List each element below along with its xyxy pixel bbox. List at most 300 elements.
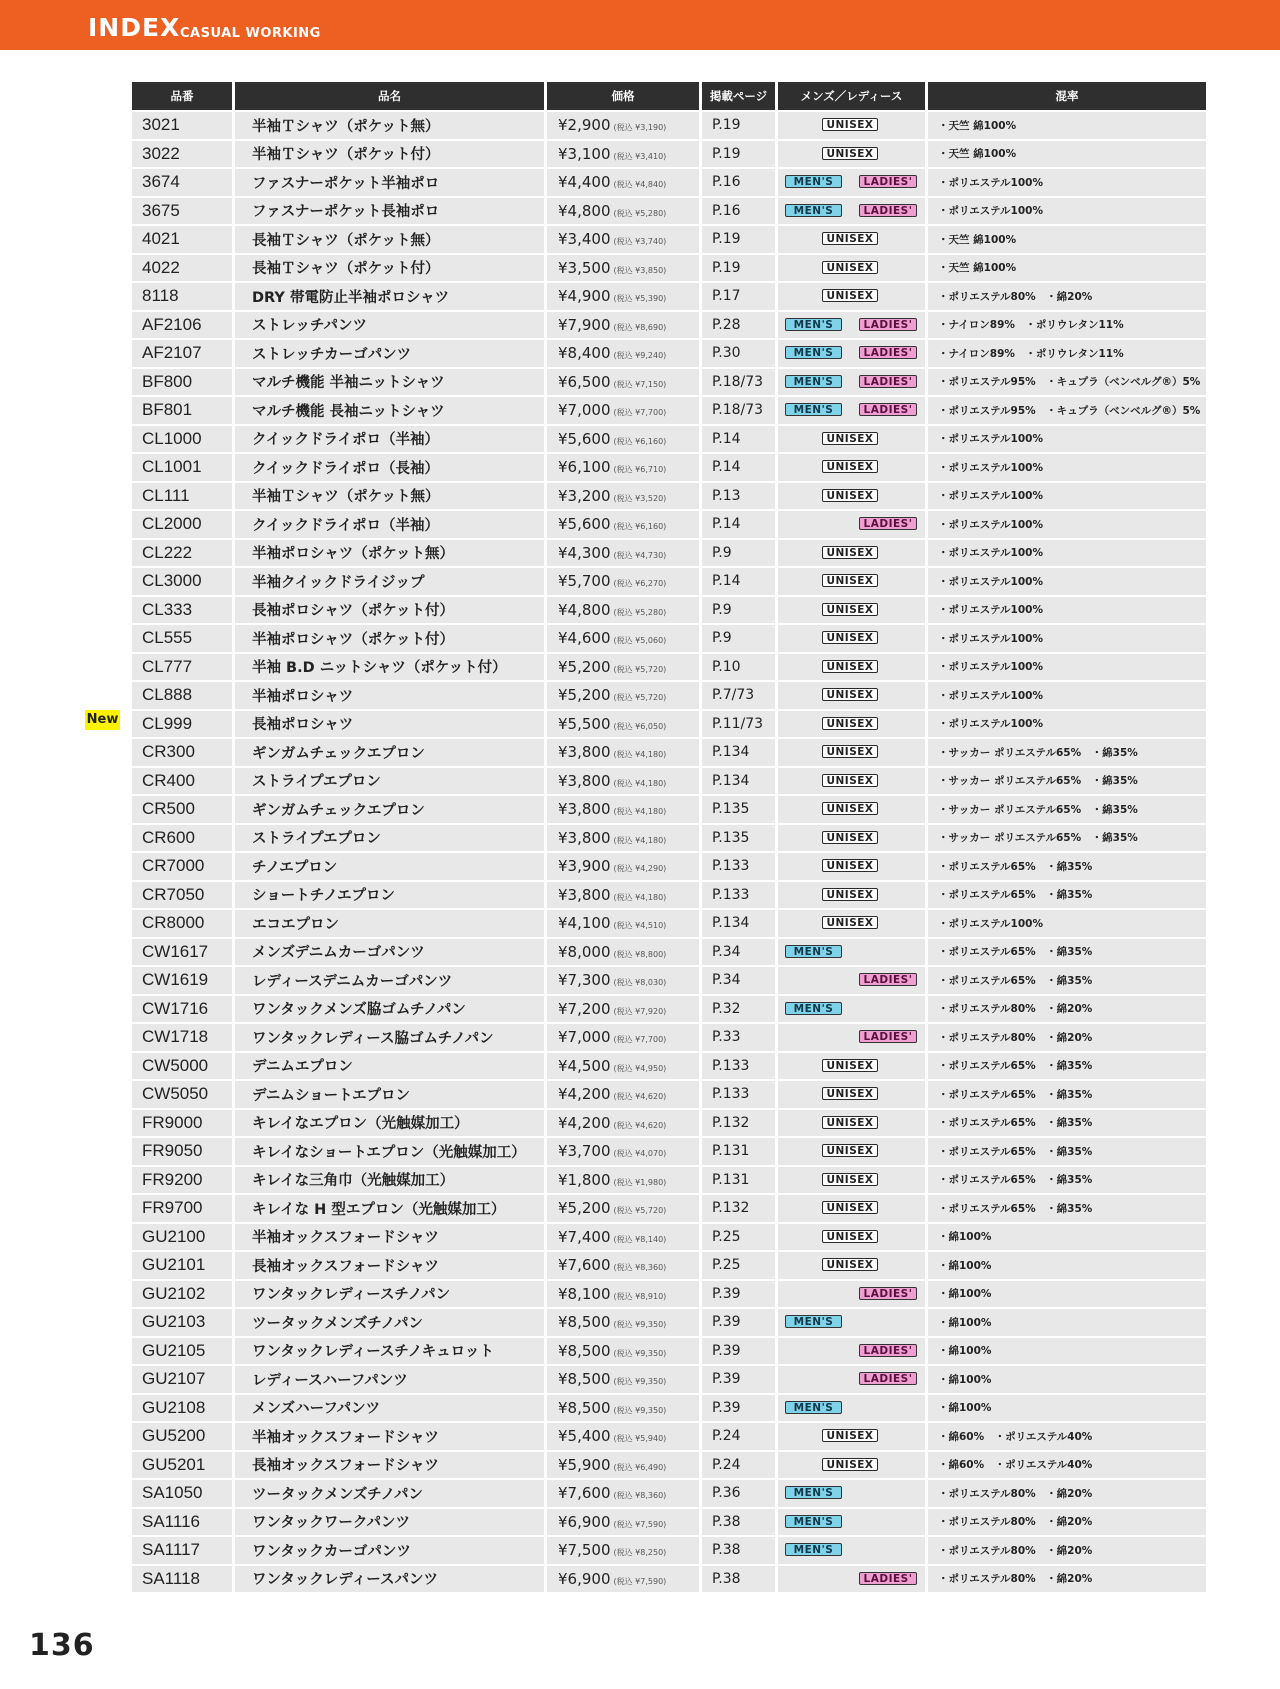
table-row xyxy=(132,825,1206,852)
price-value: ¥8,400 xyxy=(558,344,611,363)
product-name: ストライプエプロン xyxy=(235,768,544,795)
unisex-badge: UNISEX xyxy=(822,289,878,302)
unisex-badge: UNISEX xyxy=(822,147,878,160)
price-with-tax: (税込 ¥5,940) xyxy=(613,1434,667,1444)
product-name: 長袖オックスフォードシャツ xyxy=(235,1252,544,1279)
price-value: ¥5,200 xyxy=(558,657,611,676)
table-row xyxy=(132,1480,1206,1507)
product-code: CW1716 xyxy=(132,996,232,1023)
table-row xyxy=(132,340,1206,367)
product-code: GU5201 xyxy=(132,1452,232,1479)
price-value: ¥6,100 xyxy=(558,458,611,477)
material-blend: ・ポリエステル65% ・綿35% xyxy=(928,882,1206,909)
gender-cell xyxy=(778,454,925,481)
catalog-page: P.36 xyxy=(702,1480,775,1507)
table-row xyxy=(132,1423,1206,1450)
material-blend: ・天竺 綿100% xyxy=(928,255,1206,282)
product-code: CL1000 xyxy=(132,426,232,453)
product-code: CL888 xyxy=(132,682,232,709)
gender-cell xyxy=(778,1110,925,1137)
price-with-tax: (税込 ¥6,710) xyxy=(613,465,667,475)
index-table xyxy=(129,80,1209,1594)
product-name: 半袖Ｔシャツ（ポケット付） xyxy=(235,141,544,168)
price-with-tax: (税込 ¥8,030) xyxy=(613,978,667,988)
material-blend: ・ポリエステル80% ・綿20% xyxy=(928,1480,1206,1507)
catalog-page: P.39 xyxy=(702,1338,775,1365)
product-code: CR8000 xyxy=(132,910,232,937)
catalog-page: P.18/73 xyxy=(702,397,775,424)
product-name: 半袖Ｔシャツ（ポケット無） xyxy=(235,483,544,510)
material-blend: ・ポリエステル100% xyxy=(928,625,1206,652)
mens-badge: MEN'S xyxy=(785,204,842,217)
material-blend: ・綿100% xyxy=(928,1338,1206,1365)
catalog-page: P.19 xyxy=(702,112,775,139)
material-blend: ・綿60% ・ポリエステル40% xyxy=(928,1423,1206,1450)
product-code: GU2107 xyxy=(132,1366,232,1393)
gender-cell xyxy=(778,796,925,823)
gender-cell xyxy=(778,112,925,139)
price-with-tax: (税込 ¥4,180) xyxy=(613,778,667,788)
table-row xyxy=(132,1281,1206,1308)
material-blend: ・天竺 綿100% xyxy=(928,112,1206,139)
gender-cell xyxy=(778,169,925,196)
ladies-badge: LADIES' xyxy=(859,318,917,331)
table-row xyxy=(132,654,1206,681)
material-blend: ・ポリエステル65% ・綿35% xyxy=(928,1053,1206,1080)
gender-cell xyxy=(778,768,925,795)
price-with-tax: (税込 ¥7,150) xyxy=(613,379,667,389)
price-with-tax: (税込 ¥5,280) xyxy=(613,208,667,218)
product-name: 半袖ポロシャツ（ポケット無） xyxy=(235,540,544,567)
catalog-page: P.14 xyxy=(702,568,775,595)
table-row xyxy=(132,796,1206,823)
product-code: CL333 xyxy=(132,597,232,624)
unisex-badge: UNISEX xyxy=(822,574,878,587)
product-name: 長袖Ｔシャツ（ポケット無） xyxy=(235,226,544,253)
table-row xyxy=(132,1395,1206,1422)
material-blend: ・ポリエステル100% xyxy=(928,711,1206,738)
price-with-tax: (税込 ¥5,060) xyxy=(613,636,667,646)
mens-badge: MEN'S xyxy=(785,346,842,359)
mens-badge: MEN'S xyxy=(785,1515,842,1528)
price-value: ¥3,200 xyxy=(558,486,611,505)
catalog-page: P.18/73 xyxy=(702,369,775,396)
material-blend: ・サッカー ポリエステル65% ・綿35% xyxy=(928,768,1206,795)
product-name: 半袖クイックドライジップ xyxy=(235,568,544,595)
material-blend: ・ポリエステル65% ・綿35% xyxy=(928,1167,1206,1194)
unisex-badge: UNISEX xyxy=(822,1059,878,1072)
price-with-tax: (税込 ¥9,350) xyxy=(613,1377,667,1387)
unisex-badge: UNISEX xyxy=(822,802,878,815)
product-name: メンズハーフパンツ xyxy=(235,1395,544,1422)
gender-cell xyxy=(778,739,925,766)
price-value: ¥8,100 xyxy=(558,1284,611,1303)
product-code: CL111 xyxy=(132,483,232,510)
ladies-badge: LADIES' xyxy=(859,973,917,986)
price-value: ¥6,500 xyxy=(558,372,611,391)
product-price xyxy=(547,1309,699,1336)
product-code: SA1116 xyxy=(132,1509,232,1536)
gender-cell xyxy=(778,853,925,880)
material-blend: ・ポリエステル100% xyxy=(928,198,1206,225)
material-blend: ・ポリエステル100% xyxy=(928,654,1206,681)
product-name: ツータックメンズチノパン xyxy=(235,1480,544,1507)
catalog-page: P.25 xyxy=(702,1252,775,1279)
unisex-badge: UNISEX xyxy=(822,118,878,131)
product-code: GU2101 xyxy=(132,1252,232,1279)
gender-cell xyxy=(778,1281,925,1308)
price-value: ¥5,700 xyxy=(558,572,611,591)
product-code: CL777 xyxy=(132,654,232,681)
price-with-tax: (税込 ¥5,720) xyxy=(613,693,667,703)
unisex-badge: UNISEX xyxy=(822,261,878,274)
material-blend: ・ポリエステル100% xyxy=(928,483,1206,510)
table-row xyxy=(132,540,1206,567)
price-value: ¥6,900 xyxy=(558,1569,611,1588)
product-name: ストライプエプロン xyxy=(235,825,544,852)
price-with-tax: (税込 ¥6,270) xyxy=(613,579,667,589)
material-blend: ・ポリエステル80% ・綿20% xyxy=(928,1537,1206,1564)
ladies-badge: LADIES' xyxy=(859,1287,917,1300)
price-value: ¥5,500 xyxy=(558,714,611,733)
gender-cell xyxy=(778,1366,925,1393)
material-blend: ・ポリエステル100% xyxy=(928,454,1206,481)
catalog-page: P.30 xyxy=(702,340,775,367)
product-name: 半袖ポロシャツ（ポケット付） xyxy=(235,625,544,652)
table-row xyxy=(132,1224,1206,1251)
material-blend: ・天竺 綿100% xyxy=(928,226,1206,253)
product-code: CR400 xyxy=(132,768,232,795)
catalog-page: P.28 xyxy=(702,312,775,339)
gender-cell xyxy=(778,397,925,424)
ladies-badge: LADIES' xyxy=(859,375,917,388)
product-code: 3674 xyxy=(132,169,232,196)
table-row xyxy=(132,483,1206,510)
material-blend: ・ポリエステル80% ・綿20% xyxy=(928,996,1206,1023)
ladies-badge: LADIES' xyxy=(859,1344,917,1357)
table-row xyxy=(132,312,1206,339)
table-row xyxy=(132,711,1206,738)
col-header-code: 品番 xyxy=(132,82,232,110)
gender-cell xyxy=(778,369,925,396)
product-price xyxy=(547,625,699,652)
gender-cell xyxy=(778,910,925,937)
gender-cell xyxy=(778,1224,925,1251)
gender-cell xyxy=(778,1195,925,1222)
material-blend: ・ポリエステル65% ・綿35% xyxy=(928,853,1206,880)
price-value: ¥2,900 xyxy=(558,116,611,135)
product-code: CR500 xyxy=(132,796,232,823)
table-row xyxy=(132,967,1206,994)
table-row xyxy=(132,1509,1206,1536)
gender-cell xyxy=(778,1566,925,1593)
product-code: 8118 xyxy=(132,283,232,310)
product-name: 長袖Ｔシャツ（ポケット付） xyxy=(235,255,544,282)
price-value: ¥4,100 xyxy=(558,914,611,933)
product-price xyxy=(547,255,699,282)
price-value: ¥7,400 xyxy=(558,1227,611,1246)
price-with-tax: (税込 ¥4,180) xyxy=(613,807,667,817)
product-price xyxy=(547,1338,699,1365)
gender-cell xyxy=(778,967,925,994)
catalog-page: P.39 xyxy=(702,1281,775,1308)
product-name: キレイな三角巾（光触媒加工） xyxy=(235,1167,544,1194)
gender-cell xyxy=(778,1480,925,1507)
price-value: ¥8,500 xyxy=(558,1313,611,1332)
price-value: ¥5,600 xyxy=(558,515,611,534)
gender-cell xyxy=(778,996,925,1023)
price-value: ¥7,000 xyxy=(558,401,611,420)
price-value: ¥7,000 xyxy=(558,1028,611,1047)
product-price xyxy=(547,711,699,738)
product-name: ギンガムチェックエプロン xyxy=(235,739,544,766)
product-code: CL999 xyxy=(132,711,232,738)
gender-cell xyxy=(778,1024,925,1051)
catalog-page: P.9 xyxy=(702,625,775,652)
table-row xyxy=(132,1366,1206,1393)
gender-cell xyxy=(778,568,925,595)
product-name: 半袖ポロシャツ xyxy=(235,682,544,709)
table-row xyxy=(132,1252,1206,1279)
price-with-tax: (税込 ¥8,140) xyxy=(613,1234,667,1244)
price-with-tax: (税込 ¥8,360) xyxy=(613,1263,667,1273)
unisex-badge: UNISEX xyxy=(822,916,878,929)
header-subtitle: CASUAL WORKING xyxy=(180,26,321,41)
gender-cell xyxy=(778,1338,925,1365)
gender-cell xyxy=(778,1167,925,1194)
product-price xyxy=(547,1566,699,1593)
unisex-badge: UNISEX xyxy=(822,1230,878,1243)
col-header-gender: メンズ／レディース xyxy=(778,82,925,110)
product-code: 4022 xyxy=(132,255,232,282)
catalog-page: P.10 xyxy=(702,654,775,681)
gender-cell xyxy=(778,882,925,909)
price-value: ¥7,300 xyxy=(558,971,611,990)
product-code: SA1118 xyxy=(132,1566,232,1593)
product-name: デニムショートエプロン xyxy=(235,1081,544,1108)
product-price xyxy=(547,312,699,339)
gender-cell xyxy=(778,682,925,709)
product-price xyxy=(547,967,699,994)
product-code: SA1117 xyxy=(132,1537,232,1564)
product-code: AF2107 xyxy=(132,340,232,367)
product-name: キレイな H 型エプロン（光触媒加工） xyxy=(235,1195,544,1222)
product-name: 半袖Ｔシャツ（ポケット無） xyxy=(235,112,544,139)
gender-cell xyxy=(778,825,925,852)
price-value: ¥4,600 xyxy=(558,629,611,648)
product-price xyxy=(547,1081,699,1108)
price-value: ¥4,900 xyxy=(558,287,611,306)
table-row xyxy=(132,198,1206,225)
page-number: 136 xyxy=(29,1628,95,1663)
material-blend: ・ポリエステル100% xyxy=(928,682,1206,709)
header-bar xyxy=(0,0,1280,50)
material-blend: ・ポリエステル100% xyxy=(928,568,1206,595)
product-code: AF2106 xyxy=(132,312,232,339)
catalog-page: P.9 xyxy=(702,540,775,567)
table-row xyxy=(132,454,1206,481)
product-name: 長袖ポロシャツ xyxy=(235,711,544,738)
product-price xyxy=(547,1110,699,1137)
gender-cell xyxy=(778,1053,925,1080)
catalog-page: P.19 xyxy=(702,141,775,168)
product-price xyxy=(547,426,699,453)
price-with-tax: (税込 ¥4,840) xyxy=(613,180,667,190)
price-with-tax: (税込 ¥4,290) xyxy=(613,864,667,874)
catalog-page: P.133 xyxy=(702,882,775,909)
unisex-badge: UNISEX xyxy=(822,546,878,559)
price-value: ¥7,500 xyxy=(558,1541,611,1560)
product-price xyxy=(547,882,699,909)
material-blend: ・ポリエステル100% xyxy=(928,910,1206,937)
product-name: レディースデニムカーゴパンツ xyxy=(235,967,544,994)
ladies-badge: LADIES' xyxy=(859,1030,917,1043)
catalog-page: P.134 xyxy=(702,768,775,795)
col-header-material: 混率 xyxy=(928,82,1206,110)
product-code: CR600 xyxy=(132,825,232,852)
price-with-tax: (税込 ¥6,160) xyxy=(613,522,667,532)
price-value: ¥3,800 xyxy=(558,800,611,819)
product-name: 半袖オックスフォードシャツ xyxy=(235,1423,544,1450)
gender-cell xyxy=(778,1081,925,1108)
table-row xyxy=(132,1167,1206,1194)
table-row xyxy=(132,1081,1206,1108)
product-name: ストレッチパンツ xyxy=(235,312,544,339)
material-blend: ・ポリエステル80% ・綿20% xyxy=(928,1566,1206,1593)
price-value: ¥4,400 xyxy=(558,173,611,192)
gender-cell xyxy=(778,426,925,453)
price-with-tax: (税込 ¥9,240) xyxy=(613,351,667,361)
product-name: ショートチノエプロン xyxy=(235,882,544,909)
material-blend: ・綿60% ・ポリエステル40% xyxy=(928,1452,1206,1479)
gender-cell xyxy=(778,1395,925,1422)
product-code: GU2108 xyxy=(132,1395,232,1422)
product-code: CW1619 xyxy=(132,967,232,994)
price-value: ¥3,800 xyxy=(558,828,611,847)
price-value: ¥3,800 xyxy=(558,771,611,790)
catalog-page: P.34 xyxy=(702,939,775,966)
product-price xyxy=(547,198,699,225)
catalog-page: P.38 xyxy=(702,1509,775,1536)
catalog-page: P.134 xyxy=(702,910,775,937)
material-blend: ・ポリエステル100% xyxy=(928,169,1206,196)
price-value: ¥4,800 xyxy=(558,201,611,220)
product-price xyxy=(547,340,699,367)
material-blend: ・ポリエステル100% xyxy=(928,540,1206,567)
product-price xyxy=(547,568,699,595)
product-price xyxy=(547,169,699,196)
table-row xyxy=(132,169,1206,196)
product-price xyxy=(547,1138,699,1165)
product-code: 3675 xyxy=(132,198,232,225)
product-name: マルチ機能 長袖ニットシャツ xyxy=(235,397,544,424)
price-with-tax: (税込 ¥4,620) xyxy=(613,1120,667,1130)
product-name: メンズデニムカーゴパンツ xyxy=(235,939,544,966)
table-row xyxy=(132,141,1206,168)
catalog-page: P.9 xyxy=(702,597,775,624)
material-blend: ・綿100% xyxy=(928,1224,1206,1251)
product-price xyxy=(547,1366,699,1393)
table-row xyxy=(132,1566,1206,1593)
product-name: ワンタックレディースチノパン xyxy=(235,1281,544,1308)
material-blend: ・サッカー ポリエステル65% ・綿35% xyxy=(928,796,1206,823)
ladies-badge: LADIES' xyxy=(859,204,917,217)
price-value: ¥3,800 xyxy=(558,885,611,904)
gender-cell xyxy=(778,1423,925,1450)
product-name: クイックドライポロ（半袖） xyxy=(235,426,544,453)
unisex-badge: UNISEX xyxy=(822,1258,878,1271)
material-blend: ・ナイロン89% ・ポリウレタン11% xyxy=(928,312,1206,339)
product-code: 3022 xyxy=(132,141,232,168)
gender-cell xyxy=(778,1138,925,1165)
product-code: CW1617 xyxy=(132,939,232,966)
mens-badge: MEN'S xyxy=(785,403,842,416)
product-name: ファスナーポケット長袖ポロ xyxy=(235,198,544,225)
catalog-page: P.16 xyxy=(702,169,775,196)
product-name: エコエプロン xyxy=(235,910,544,937)
product-price xyxy=(547,1053,699,1080)
product-name: ワンタックメンズ脇ゴムチノパン xyxy=(235,996,544,1023)
price-value: ¥3,500 xyxy=(558,258,611,277)
unisex-badge: UNISEX xyxy=(822,745,878,758)
unisex-badge: UNISEX xyxy=(822,1087,878,1100)
product-code: FR9050 xyxy=(132,1138,232,1165)
price-value: ¥3,800 xyxy=(558,743,611,762)
table-row xyxy=(132,996,1206,1023)
product-code: 3021 xyxy=(132,112,232,139)
product-price xyxy=(547,825,699,852)
product-code: FR9200 xyxy=(132,1167,232,1194)
table-row xyxy=(132,1024,1206,1051)
catalog-page: P.32 xyxy=(702,996,775,1023)
product-price xyxy=(547,996,699,1023)
product-price xyxy=(547,654,699,681)
price-with-tax: (税込 ¥3,520) xyxy=(613,493,667,503)
catalog-page: P.14 xyxy=(702,454,775,481)
product-code: GU2105 xyxy=(132,1338,232,1365)
material-blend: ・綿100% xyxy=(928,1366,1206,1393)
gender-cell xyxy=(778,540,925,567)
index-table-wrap xyxy=(132,80,1201,1594)
product-name: ワンタックワークパンツ xyxy=(235,1509,544,1536)
price-value: ¥3,400 xyxy=(558,230,611,249)
catalog-page: P.24 xyxy=(702,1452,775,1479)
material-blend: ・ポリエステル65% ・綿35% xyxy=(928,1138,1206,1165)
catalog-page: P.24 xyxy=(702,1423,775,1450)
price-with-tax: (税込 ¥8,360) xyxy=(613,1491,667,1501)
table-row xyxy=(132,568,1206,595)
price-with-tax: (税込 ¥6,490) xyxy=(613,1462,667,1472)
product-price xyxy=(547,1395,699,1422)
material-blend: ・綿100% xyxy=(928,1281,1206,1308)
gender-cell xyxy=(778,625,925,652)
material-blend: ・ポリエステル100% xyxy=(928,426,1206,453)
price-value: ¥4,800 xyxy=(558,600,611,619)
mens-badge: MEN'S xyxy=(785,945,842,958)
product-price xyxy=(547,397,699,424)
product-name: マルチ機能 半袖ニットシャツ xyxy=(235,369,544,396)
ladies-badge: LADIES' xyxy=(859,517,917,530)
material-blend: ・ポリエステル65% ・綿35% xyxy=(928,1081,1206,1108)
catalog-page: P.133 xyxy=(702,1081,775,1108)
table-row xyxy=(132,112,1206,139)
catalog-page: P.135 xyxy=(702,825,775,852)
material-blend: ・ポリエステル95% ・キュプラ（ベンベルグ®）5% xyxy=(928,397,1206,424)
table-row xyxy=(132,853,1206,880)
price-with-tax: (税込 ¥4,070) xyxy=(613,1149,667,1159)
price-with-tax: (税込 ¥1,980) xyxy=(613,1177,667,1187)
table-header-row xyxy=(132,82,1206,110)
